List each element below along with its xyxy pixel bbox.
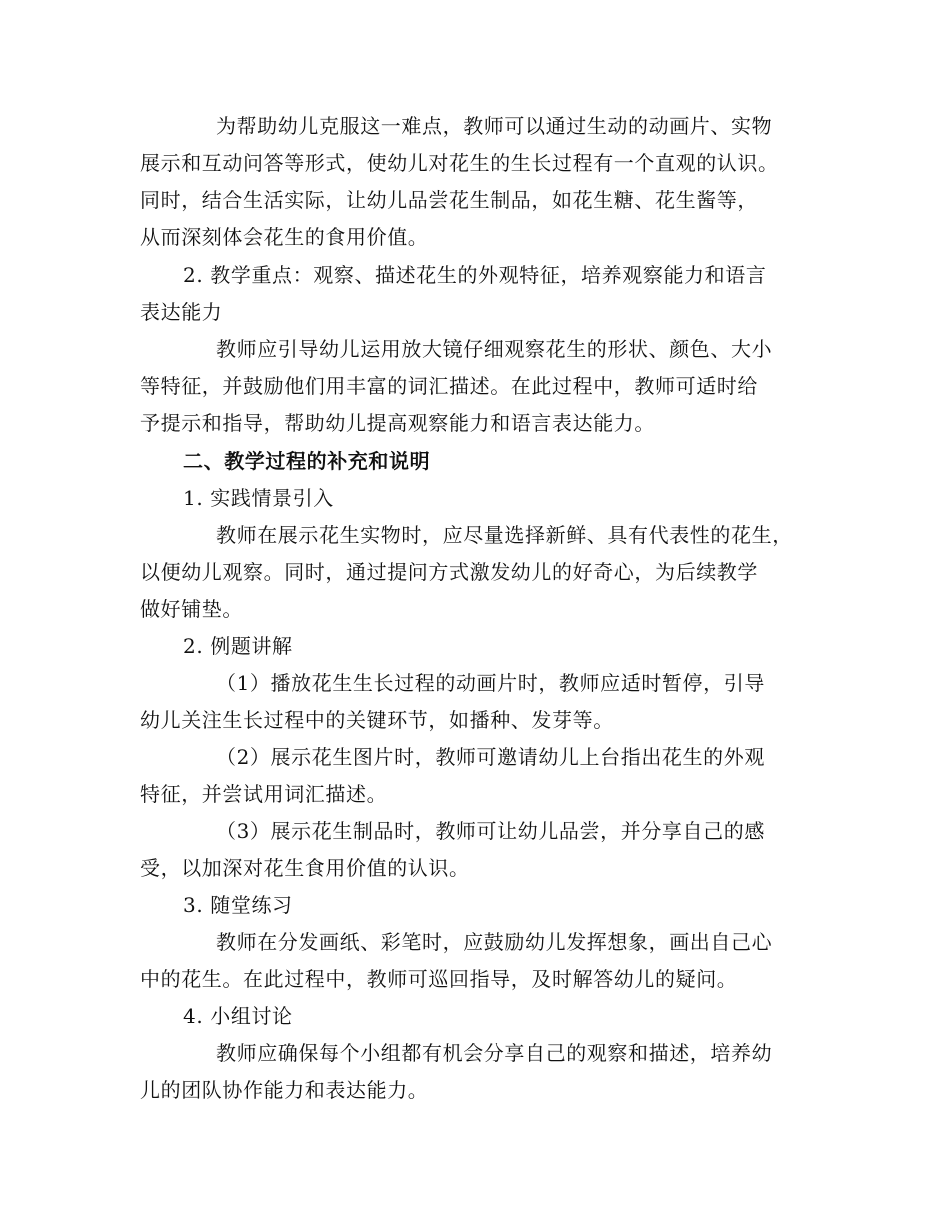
- paragraph-line: 儿的团队协作能力和表达能力。: [140, 1078, 429, 1102]
- list-item-heading: 4. 小组讨论: [183, 1004, 293, 1028]
- paragraph-line: 以便幼儿观察。同时，通过提问方式激发幼儿的好奇心，为后续教学: [140, 560, 758, 584]
- paragraph-line: 为帮助幼儿克服这一难点，教师可以通过生动的动画片、实物: [216, 114, 773, 138]
- paragraph-line: 同时，结合生活实际，让幼儿品尝花生制品，如花生糖、花生酱等，: [140, 188, 758, 212]
- paragraph-line: 教师在展示花生实物时，应尽量选择新鲜、具有代表性的花生，: [216, 523, 793, 547]
- paragraph-line: 特征，并尝试用词汇描述。: [140, 782, 388, 806]
- paragraph-line: 中的花生。在此过程中，教师可巡回指导，及时解答幼儿的疑问。: [140, 967, 738, 991]
- list-item-heading: 2. 例题讲解: [183, 634, 293, 658]
- paragraph-line: 幼儿关注生长过程中的关键环节，如播种、发芽等。: [140, 708, 614, 732]
- list-item-heading: 3. 随堂练习: [183, 893, 293, 917]
- paragraph-line: 从而深刻体会花生的食用价值。: [140, 225, 429, 249]
- list-item-heading: 2. 教学重点：观察、描述花生的外观特征，培养观察能力和语言: [183, 263, 767, 287]
- paragraph-line: 做好铺垫。: [140, 597, 243, 621]
- paragraph-line: 等特征，并鼓励他们用丰富的词汇描述。在此过程中，教师可适时给: [140, 374, 758, 398]
- list-item-heading: 1. 实践情景引入: [183, 486, 334, 510]
- paragraph-line: （1）播放花生生长过程的动画片时，教师应适时暂停，引导: [216, 671, 765, 695]
- paragraph-line: （3）展示花生制品时，教师可让幼儿品尝，并分享自己的感: [216, 819, 765, 843]
- paragraph-line: 教师应引导幼儿运用放大镜仔细观察花生的形状、颜色、大小: [216, 337, 773, 361]
- paragraph-line: 予提示和指导，帮助幼儿提高观察能力和语言表达能力。: [140, 411, 655, 435]
- paragraph-line: 受，以加深对花生食用价值的认识。: [140, 856, 470, 880]
- section-heading: 二、教学过程的补充和说明: [183, 449, 431, 473]
- paragraph-line: 展示和互动问答等形式，使幼儿对花生的生长过程有一个直观的认识。: [140, 151, 779, 175]
- paragraph-line: 教师在分发画纸、彩笔时，应鼓励幼儿发挥想象，画出自己心: [216, 930, 773, 954]
- paragraph-line: 教师应确保每个小组都有机会分享自己的观察和描述，培养幼: [216, 1041, 773, 1065]
- paragraph-line: 表达能力: [140, 300, 223, 324]
- paragraph-line: （2）展示花生图片时，教师可邀请幼儿上台指出花生的外观: [216, 745, 765, 769]
